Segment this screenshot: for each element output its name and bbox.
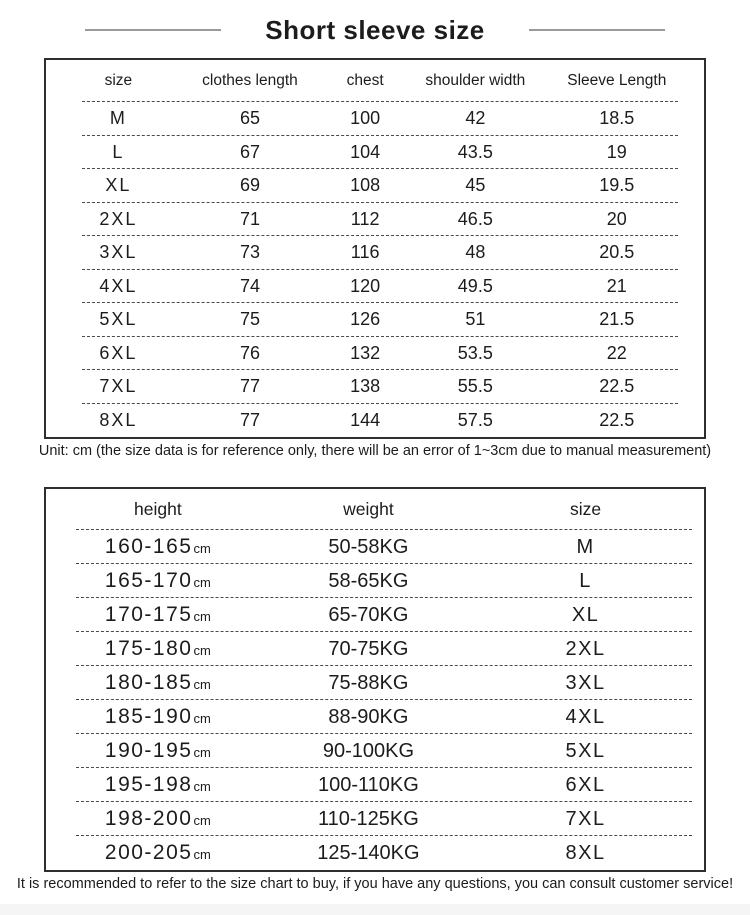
cell-chest: 112	[350, 208, 380, 229]
cell-clothes-length: 71	[239, 208, 260, 229]
cell-weight: 110-125KG	[318, 807, 419, 830]
cell-sleeve-length: 18.5	[599, 108, 635, 129]
height-unit: cm	[193, 813, 211, 828]
footer-strip	[0, 904, 750, 915]
size-measurements-table	[44, 58, 706, 439]
cell-chest: 132	[350, 342, 381, 363]
table-row	[46, 598, 704, 632]
cell-shoulder-width: 45	[465, 175, 486, 196]
cell-height: 160-165cm	[104, 535, 211, 558]
cell-size: 4XL	[565, 705, 606, 728]
title-row	[0, 0, 750, 52]
height-unit: cm	[193, 575, 211, 590]
cell-height: 190-195cm	[104, 739, 211, 762]
cell-weight: 50-58KG	[328, 535, 409, 558]
cell-height: 165-170cm	[104, 569, 211, 592]
table-row	[46, 836, 704, 870]
cell-clothes-length: 73	[239, 242, 260, 263]
table-row	[46, 303, 704, 337]
cell-shoulder-width: 49.5	[457, 275, 493, 296]
table-row	[46, 404, 704, 438]
cell-size: 7XL	[99, 376, 138, 397]
fit-table-header-row	[46, 489, 704, 530]
table-row	[46, 768, 704, 802]
cell-size: 2XL	[565, 637, 606, 660]
title-left-line	[85, 29, 221, 31]
cell-chest: 120	[350, 275, 381, 296]
cell-size: 3XL	[99, 242, 138, 263]
cell-clothes-length: 69	[239, 175, 260, 196]
header-sleeve-length: Sleeve Length	[567, 72, 667, 89]
cell-height: 175-180cm	[104, 637, 211, 660]
height-weight-size-table	[44, 487, 706, 872]
cell-size: XL	[105, 175, 132, 196]
cell-height: 180-185cm	[104, 671, 211, 694]
cell-clothes-length: 74	[239, 275, 260, 296]
cell-size: 8XL	[565, 841, 606, 864]
cell-clothes-length: 77	[239, 409, 260, 430]
cell-size: 3XL	[565, 671, 606, 694]
cell-size: 7XL	[565, 807, 606, 830]
cell-size: 6XL	[99, 342, 138, 363]
header-size: size	[569, 499, 602, 519]
cell-size: 5XL	[565, 739, 606, 762]
cell-size: XL	[571, 603, 600, 626]
table-row	[46, 530, 704, 564]
cell-weight: 100-110KG	[318, 773, 419, 796]
header-size: size	[104, 72, 133, 89]
cell-sleeve-length: 20	[606, 208, 627, 229]
cell-height: 170-175cm	[104, 603, 211, 626]
cell-shoulder-width: 48	[465, 242, 486, 263]
cell-sleeve-length: 19.5	[599, 175, 635, 196]
cell-shoulder-width: 43.5	[457, 141, 493, 162]
cell-sleeve-length: 22	[606, 342, 627, 363]
title-right-line	[529, 29, 665, 31]
cell-size: 2XL	[99, 208, 138, 229]
cell-sleeve-length: 21	[606, 275, 627, 296]
table-row	[46, 734, 704, 768]
cell-chest: 100	[350, 108, 381, 129]
cell-size: 5XL	[99, 309, 138, 330]
table-row	[46, 632, 704, 666]
cell-sleeve-length: 20.5	[599, 242, 635, 263]
height-unit: cm	[193, 779, 211, 794]
cell-size: 4XL	[99, 275, 138, 296]
cell-weight: 70-75KG	[328, 637, 409, 660]
table-row	[46, 270, 704, 304]
cell-height: 200-205cm	[104, 841, 211, 864]
header-clothes-length: clothes length	[202, 72, 298, 89]
cell-shoulder-width: 53.5	[457, 342, 493, 363]
unit-note: Unit: cm (the size data is for reference only, there will be an error of 1~3cm due to manual measurement)	[38, 443, 712, 459]
cell-size: 8XL	[99, 409, 138, 430]
table-row	[46, 102, 704, 136]
cell-height: 195-198cm	[104, 773, 211, 796]
cell-clothes-length: 67	[239, 141, 260, 162]
cell-size: L	[579, 569, 592, 592]
cell-height: 198-200cm	[104, 807, 211, 830]
cell-chest: 138	[350, 376, 381, 397]
cell-clothes-length: 76	[239, 342, 260, 363]
table-row	[46, 370, 704, 404]
cell-size: M	[109, 108, 127, 129]
header-height: height	[134, 499, 182, 519]
cell-sleeve-length: 22.5	[599, 376, 635, 397]
table-row	[46, 203, 704, 237]
cell-chest: 126	[350, 309, 381, 330]
height-unit: cm	[193, 847, 211, 862]
cell-sleeve-length: 21.5	[599, 309, 635, 330]
cell-weight: 58-65KG	[328, 569, 409, 592]
cell-chest: 104	[350, 141, 381, 162]
table-row	[46, 169, 704, 203]
table-row	[46, 136, 704, 170]
table-row	[46, 236, 704, 270]
size-table-header-row	[46, 60, 704, 102]
cell-shoulder-width: 55.5	[457, 376, 493, 397]
table-row	[46, 802, 704, 836]
height-unit: cm	[193, 745, 211, 760]
cell-clothes-length: 77	[239, 376, 260, 397]
cell-weight: 65-70KG	[328, 603, 409, 626]
table-row	[46, 700, 704, 734]
cell-weight: 90-100KG	[322, 739, 414, 762]
cell-clothes-length: 75	[239, 309, 260, 330]
height-unit: cm	[193, 541, 211, 556]
table-row	[46, 564, 704, 598]
table-row	[46, 666, 704, 700]
cell-weight: 88-90KG	[328, 705, 409, 728]
height-unit: cm	[193, 677, 211, 692]
cell-shoulder-width: 46.5	[457, 208, 493, 229]
height-unit: cm	[193, 711, 211, 726]
cell-chest: 116	[350, 242, 380, 263]
header-shoulder-width: shoulder width	[425, 72, 526, 89]
cell-chest: 108	[350, 175, 381, 196]
bottom-note: It is recommended to refer to the size chart to buy, if you have any questions, you can consult customer service!	[16, 876, 734, 892]
cell-weight: 125-140KG	[317, 841, 420, 864]
cell-sleeve-length: 22.5	[599, 409, 635, 430]
cell-chest: 144	[350, 409, 381, 430]
cell-size: M	[576, 535, 595, 558]
height-unit: cm	[193, 609, 211, 624]
height-unit: cm	[193, 643, 211, 658]
page-title: Short sleeve size	[265, 14, 485, 45]
table-row	[46, 337, 704, 371]
cell-shoulder-width: 57.5	[457, 409, 493, 430]
cell-weight: 75-88KG	[328, 671, 409, 694]
cell-sleeve-length: 19	[606, 141, 627, 162]
header-weight: weight	[343, 499, 394, 519]
cell-clothes-length: 65	[239, 108, 260, 129]
header-chest: chest	[346, 72, 384, 89]
cell-size: 6XL	[565, 773, 606, 796]
cell-shoulder-width: 51	[465, 309, 486, 330]
cell-size: L	[112, 141, 125, 162]
cell-shoulder-width: 42	[465, 108, 486, 129]
cell-height: 185-190cm	[104, 705, 211, 728]
